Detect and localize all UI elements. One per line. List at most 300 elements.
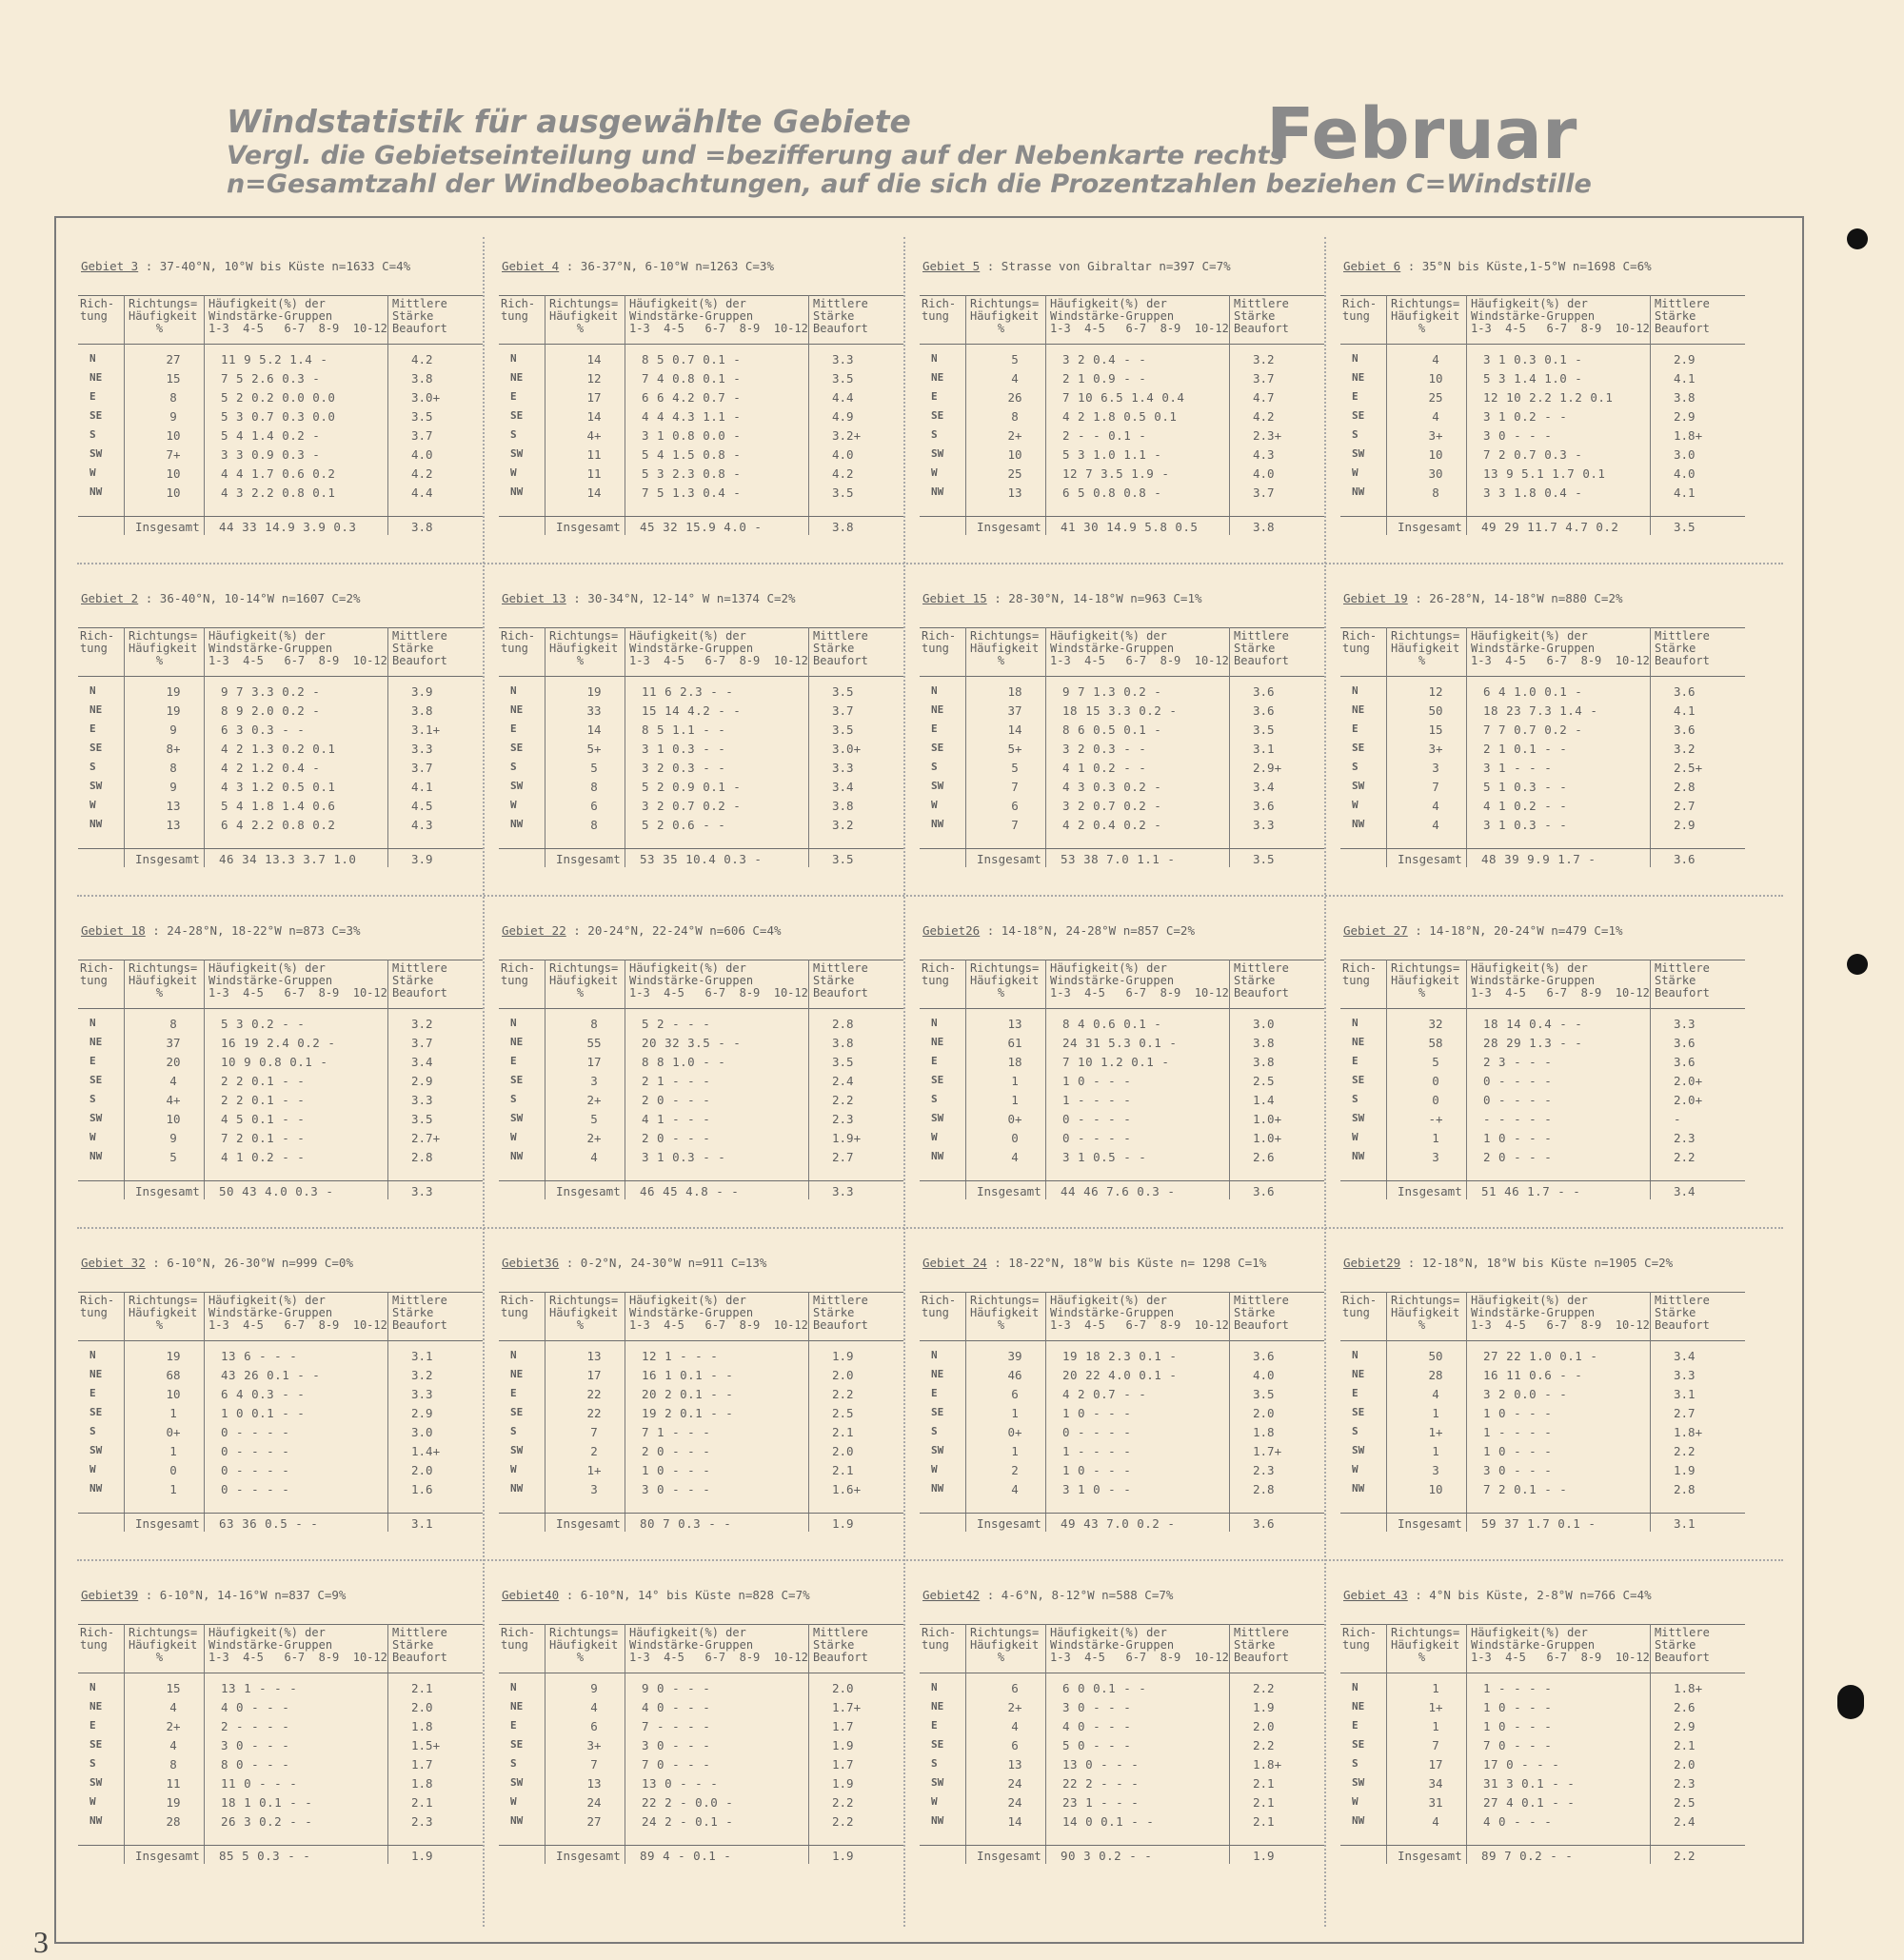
direction-label: S xyxy=(89,1093,96,1105)
force-group-frequencies: 2 0 - - - xyxy=(642,1131,711,1145)
direction-frequency: 1 xyxy=(169,1444,177,1458)
region-number: Gebiet 4 xyxy=(502,259,560,273)
page-subtitle: Vergl. die Gebietseinteilung und =bezifferung auf der Nebenkarte rechts xyxy=(227,141,1285,170)
mean-force: 1.5+ xyxy=(411,1738,441,1752)
force-group-frequencies: 2 - - 0.1 - xyxy=(1062,428,1147,443)
force-group-frequencies: 2 2 0.1 - - xyxy=(221,1093,306,1107)
mean-force: 2.2 xyxy=(832,1814,854,1829)
total-frequencies: 90 3 0.2 - - xyxy=(1061,1849,1153,1863)
table-row xyxy=(499,1017,903,1036)
table-row xyxy=(499,780,903,799)
direction-label: NE xyxy=(931,703,944,716)
mean-force: 4.3 xyxy=(1253,447,1275,462)
force-group-frequencies: 1 0 - - - xyxy=(1483,1700,1553,1714)
header-mean-force: Mittlere Stärke Beaufort xyxy=(1655,1294,1710,1332)
direction-frequency: 14 xyxy=(586,485,602,500)
direction-frequency: 7 xyxy=(1432,780,1439,794)
region-extent: : 6-10°N, 26-30°W n=999 C=0% xyxy=(145,1256,353,1270)
region-title xyxy=(502,591,906,605)
header-force-groups: Häufigkeit(%) der Windstärke-Gruppen 1-3 4-5 6-7 8-9 10-12 xyxy=(208,961,387,1000)
header-force-groups: Häufigkeit(%) der Windstärke-Gruppen 1-3 4-5 6-7 8-9 10-12 xyxy=(208,1626,387,1664)
mean-force: 3.3 xyxy=(832,352,854,366)
table-header xyxy=(1340,1292,1745,1341)
direction-frequency: 8 xyxy=(590,818,598,832)
region-title xyxy=(922,1256,1327,1270)
mean-force: 3.8 xyxy=(1674,390,1696,405)
force-group-frequencies: 0 - - - - xyxy=(1062,1425,1132,1439)
table-row xyxy=(78,1719,483,1738)
table-row xyxy=(920,1738,1324,1757)
force-group-frequencies: 4 2 1.2 0.4 - xyxy=(221,761,321,775)
direction-frequency: 6 xyxy=(590,799,598,813)
force-group-frequencies: 12 7 3.5 1.9 - xyxy=(1062,466,1170,481)
table-row xyxy=(1340,1814,1745,1833)
direction-label: NW xyxy=(1352,1482,1365,1495)
direction-label: SE xyxy=(931,1406,944,1418)
force-group-frequencies: 12 10 2.2 1.2 0.1 xyxy=(1483,390,1614,405)
mean-force: 4.9 xyxy=(832,409,854,424)
mean-force: 3.1 xyxy=(411,1349,433,1363)
direction-label: NW xyxy=(510,1814,524,1827)
mean-force: 2.0 xyxy=(832,1444,854,1458)
mean-force: 4.1 xyxy=(1674,703,1696,718)
header-direction-frequency: Richtungs= Häufigkeit % xyxy=(549,297,619,335)
total-row xyxy=(920,1513,1324,1533)
mean-force: 1.9 xyxy=(832,1738,854,1752)
table-row xyxy=(78,799,483,818)
table-row xyxy=(499,1055,903,1074)
table-row xyxy=(920,428,1324,447)
direction-label: NW xyxy=(510,485,524,498)
table-body xyxy=(920,1349,1324,1501)
force-group-frequencies: 0 - - - - xyxy=(221,1463,290,1477)
mean-force: 1.9+ xyxy=(832,1131,862,1145)
direction-frequency: 1 xyxy=(1011,1074,1019,1088)
table-body xyxy=(920,1017,1324,1169)
direction-frequency: 10 xyxy=(1428,371,1443,386)
table-row xyxy=(1340,1738,1745,1757)
mean-force: 2.2 xyxy=(1674,1444,1696,1458)
force-group-frequencies: 1 0 0.1 - - xyxy=(221,1406,306,1420)
header-force-groups: Häufigkeit(%) der Windstärke-Gruppen 1-3 4-5 6-7 8-9 10-12 xyxy=(208,1294,387,1332)
force-group-frequencies: 7 0 - - - xyxy=(642,1757,711,1772)
direction-label: NE xyxy=(510,703,524,716)
force-group-frequencies: 7 5 1.3 0.4 - xyxy=(642,485,742,500)
mean-force: 1.9 xyxy=(832,1776,854,1791)
direction-frequency: 24 xyxy=(586,1795,602,1810)
direction-label: SW xyxy=(931,780,944,792)
table-row xyxy=(920,1131,1324,1150)
mean-force: 3.2 xyxy=(1674,742,1696,756)
force-group-frequencies: 4 0 - - - xyxy=(1062,1719,1132,1733)
direction-frequency: 2+ xyxy=(1007,428,1022,443)
region-title xyxy=(922,1588,1327,1602)
direction-label: S xyxy=(89,428,96,441)
direction-label: N xyxy=(510,1349,517,1361)
table-row xyxy=(78,723,483,742)
total-mean-force: 1.9 xyxy=(832,1849,854,1863)
region-extent: : 26-28°N, 14-18°W n=880 C=2% xyxy=(1407,591,1623,605)
region-table xyxy=(920,259,1329,573)
force-group-frequencies: 3 0 - - - xyxy=(1483,428,1553,443)
direction-frequency: 5+ xyxy=(1007,742,1022,756)
mean-force: 2.8 xyxy=(1674,1482,1696,1496)
direction-frequency: 3 xyxy=(1432,1150,1439,1164)
mean-force: 3.3 xyxy=(1674,1368,1696,1382)
force-group-frequencies: 7 2 0.1 - - xyxy=(1483,1482,1568,1496)
force-group-frequencies: 5 2 0.9 0.1 - xyxy=(642,780,742,794)
table-body xyxy=(78,1681,483,1833)
force-group-frequencies: 7 4 0.8 0.1 - xyxy=(642,371,742,386)
header-direction-frequency: Richtungs= Häufigkeit % xyxy=(129,961,198,1000)
total-label: Insgesamt xyxy=(556,520,621,534)
total-mean-force: 3.9 xyxy=(411,852,433,866)
direction-label: SW xyxy=(510,447,524,460)
direction-frequency: 13 xyxy=(586,1776,602,1791)
direction-label: SE xyxy=(89,742,103,754)
table-row xyxy=(1340,703,1745,723)
mean-force: 2.7 xyxy=(832,1150,854,1164)
direction-label: N xyxy=(89,1017,96,1029)
header-mean-force: Mittlere Stärke Beaufort xyxy=(813,297,868,335)
force-group-frequencies: 4 1 0.2 - - xyxy=(1062,761,1147,775)
direction-label: S xyxy=(1352,761,1359,773)
header-mean-force: Mittlere Stärke Beaufort xyxy=(1655,629,1710,667)
total-row xyxy=(499,848,903,868)
table-row xyxy=(78,466,483,485)
mean-force: 2.3 xyxy=(1674,1131,1696,1145)
header-mean-force: Mittlere Stärke Beaufort xyxy=(813,629,868,667)
table-row xyxy=(499,1387,903,1406)
header-mean-force: Mittlere Stärke Beaufort xyxy=(813,1294,868,1332)
force-group-frequencies: 7 5 2.6 0.3 - xyxy=(221,371,321,386)
direction-label: N xyxy=(510,684,517,697)
force-group-frequencies: 4 1 0.2 - - xyxy=(1483,799,1568,813)
mean-force: 2.6 xyxy=(1253,1150,1275,1164)
table-row xyxy=(1340,1387,1745,1406)
region-extent: : 37-40°N, 10°W bis Küste n=1633 C=4% xyxy=(138,259,411,273)
region-number: Gebiet 22 xyxy=(502,923,566,938)
table-row xyxy=(920,1368,1324,1387)
table-row xyxy=(920,1700,1324,1719)
header-direction: Rich- tung xyxy=(1342,1626,1378,1652)
table-row xyxy=(78,1387,483,1406)
total-row xyxy=(78,848,483,868)
punch-hole xyxy=(1847,228,1868,249)
table-row xyxy=(1340,371,1745,390)
table-row xyxy=(1340,761,1745,780)
direction-frequency: 37 xyxy=(1007,703,1022,718)
header-force-groups: Häufigkeit(%) der Windstärke-Gruppen 1-3 4-5 6-7 8-9 10-12 xyxy=(1471,1294,1650,1332)
direction-label: W xyxy=(1352,1131,1359,1143)
direction-frequency: 13 xyxy=(1007,1757,1022,1772)
table-row xyxy=(78,1681,483,1700)
direction-frequency: 15 xyxy=(166,1681,181,1695)
direction-frequency: 5 xyxy=(1011,761,1019,775)
direction-label: SW xyxy=(510,1112,524,1124)
mean-force: 3.8 xyxy=(1253,1055,1275,1069)
table-row xyxy=(1340,1017,1745,1036)
direction-frequency: 8 xyxy=(590,780,598,794)
total-row xyxy=(499,516,903,536)
header-direction: Rich- tung xyxy=(501,961,536,987)
mean-force: 2.2 xyxy=(1253,1738,1275,1752)
total-label: Insgesamt xyxy=(556,1849,621,1863)
mean-force: 2.7+ xyxy=(411,1131,441,1145)
direction-frequency: 4 xyxy=(1432,1814,1439,1829)
header-direction-frequency: Richtungs= Häufigkeit % xyxy=(129,297,198,335)
mean-force: 3.5 xyxy=(832,1055,854,1069)
header-force-groups: Häufigkeit(%) der Windstärke-Gruppen 1-3 4-5 6-7 8-9 10-12 xyxy=(1471,961,1650,1000)
direction-label: SW xyxy=(1352,1776,1365,1789)
force-group-frequencies: 4 4 4.3 1.1 - xyxy=(642,409,742,424)
direction-frequency: 2 xyxy=(1011,1463,1019,1477)
direction-label: S xyxy=(89,761,96,773)
direction-label: N xyxy=(510,1681,517,1693)
region-title xyxy=(81,1256,486,1270)
force-group-frequencies: 4 2 1.8 0.5 0.1 xyxy=(1062,409,1178,424)
direction-label: W xyxy=(89,1463,96,1475)
force-group-frequencies: 3 2 0.7 0.2 - xyxy=(642,799,742,813)
mean-force: 3.0 xyxy=(1253,1017,1275,1031)
region-table xyxy=(1340,591,1750,905)
direction-label: NW xyxy=(931,485,944,498)
table-row xyxy=(1340,1406,1745,1425)
direction-label: SW xyxy=(931,1112,944,1124)
direction-label: S xyxy=(89,1757,96,1770)
direction-label: SW xyxy=(89,1112,103,1124)
region-table xyxy=(499,591,908,905)
direction-label: NW xyxy=(89,1150,103,1162)
total-mean-force: 3.3 xyxy=(832,1184,854,1198)
table-body xyxy=(78,1349,483,1501)
direction-frequency: 13 xyxy=(586,1349,602,1363)
force-group-frequencies: 9 0 - - - xyxy=(642,1681,711,1695)
direction-label: N xyxy=(510,1017,517,1029)
direction-frequency: 4 xyxy=(1432,409,1439,424)
mean-force: 3.0+ xyxy=(832,742,862,756)
header-force-groups: Häufigkeit(%) der Windstärke-Gruppen 1-3 4-5 6-7 8-9 10-12 xyxy=(629,629,808,667)
force-group-frequencies: 5 4 1.5 0.8 - xyxy=(642,447,742,462)
header-force-groups: Häufigkeit(%) der Windstärke-Gruppen 1-3 4-5 6-7 8-9 10-12 xyxy=(1050,629,1229,667)
force-group-frequencies: 18 1 0.1 - - xyxy=(221,1795,313,1810)
force-group-frequencies: 4 3 2.2 0.8 0.1 xyxy=(221,485,336,500)
table-row xyxy=(499,742,903,761)
table-header xyxy=(920,1292,1324,1341)
total-frequencies: 48 39 9.9 1.7 - xyxy=(1481,852,1597,866)
force-group-frequencies: 1 - - - - xyxy=(1483,1681,1553,1695)
region-table xyxy=(1340,1588,1750,1902)
table-body xyxy=(920,1681,1324,1833)
header-mean-force: Mittlere Stärke Beaufort xyxy=(1234,297,1289,335)
total-label: Insgesamt xyxy=(135,852,200,866)
mean-force: 4.1 xyxy=(1674,371,1696,386)
direction-frequency: 2+ xyxy=(166,1719,181,1733)
direction-frequency: -+ xyxy=(1428,1112,1443,1126)
force-group-frequencies: 3 1 0.8 0.0 - xyxy=(642,428,742,443)
region-table xyxy=(1340,923,1750,1237)
region-number: Gebiet 13 xyxy=(502,591,566,605)
force-group-frequencies: 7 10 1.2 0.1 - xyxy=(1062,1055,1170,1069)
direction-frequency: 61 xyxy=(1007,1036,1022,1050)
force-group-frequencies: 5 4 1.4 0.2 - xyxy=(221,428,321,443)
direction-label: E xyxy=(89,390,96,403)
header-direction: Rich- tung xyxy=(501,297,536,323)
table-row xyxy=(499,1700,903,1719)
header-mean-force: Mittlere Stärke Beaufort xyxy=(1655,961,1710,1000)
total-row xyxy=(78,1180,483,1200)
force-group-frequencies: 3 1 0.3 - - xyxy=(1483,818,1568,832)
region-number: Gebiet36 xyxy=(502,1256,560,1270)
header-direction: Rich- tung xyxy=(80,297,115,323)
mean-force: 1.9 xyxy=(832,1349,854,1363)
header-direction-frequency: Richtungs= Häufigkeit % xyxy=(129,629,198,667)
force-group-frequencies: 3 1 - - - xyxy=(1483,761,1553,775)
direction-frequency: 3 xyxy=(1432,761,1439,775)
mean-force: 4.1 xyxy=(1674,485,1696,500)
table-body xyxy=(78,1017,483,1169)
table-row xyxy=(78,1055,483,1074)
table-row xyxy=(920,1093,1324,1112)
force-group-frequencies: 1 - - - - xyxy=(1062,1444,1132,1458)
mean-force: 3.9 xyxy=(411,684,433,699)
force-group-frequencies: 5 3 0.2 - - xyxy=(221,1017,306,1031)
table-header xyxy=(78,960,483,1009)
table-row xyxy=(920,761,1324,780)
mean-force: 2.5 xyxy=(832,1406,854,1420)
direction-label: SE xyxy=(510,1406,524,1418)
table-row xyxy=(499,1368,903,1387)
direction-frequency: 25 xyxy=(1007,466,1022,481)
direction-label: E xyxy=(510,1387,517,1399)
table-row xyxy=(78,1112,483,1131)
header-force-groups: Häufigkeit(%) der Windstärke-Gruppen 1-3 4-5 6-7 8-9 10-12 xyxy=(1471,1626,1650,1664)
region-extent: : 6-10°N, 14-16°W n=837 C=9% xyxy=(138,1588,347,1602)
total-mean-force: 3.6 xyxy=(1674,852,1696,866)
mean-force: 3.3 xyxy=(832,761,854,775)
direction-frequency: 18 xyxy=(1007,684,1022,699)
direction-frequency: 22 xyxy=(586,1406,602,1420)
direction-label: S xyxy=(1352,1757,1359,1770)
mean-force: 3.1 xyxy=(1674,1387,1696,1401)
direction-frequency: 4 xyxy=(1432,799,1439,813)
direction-label: NW xyxy=(931,818,944,830)
header-direction: Rich- tung xyxy=(922,961,957,987)
mean-force: 3.5 xyxy=(832,684,854,699)
direction-frequency: 1 xyxy=(1011,1444,1019,1458)
mean-force: 4.2 xyxy=(1253,409,1275,424)
mean-force: 4.2 xyxy=(411,352,433,366)
region-table xyxy=(920,1588,1329,1902)
force-group-frequencies: 6 4 2.2 0.8 0.2 xyxy=(221,818,336,832)
direction-label: SW xyxy=(931,447,944,460)
direction-label: N xyxy=(510,352,517,365)
direction-label: W xyxy=(89,1795,96,1808)
region-number: Gebiet42 xyxy=(922,1588,981,1602)
mean-force: 3.4 xyxy=(411,1055,433,1069)
force-group-frequencies: 2 0 - - - xyxy=(1483,1150,1553,1164)
force-group-frequencies: 7 2 0.7 0.3 - xyxy=(1483,447,1583,462)
force-group-frequencies: 4 2 1.3 0.2 0.1 xyxy=(221,742,336,756)
direction-label: N xyxy=(89,1349,96,1361)
mean-force: 3.7 xyxy=(1253,371,1275,386)
direction-label: W xyxy=(931,1131,938,1143)
force-group-frequencies: 4 0 - - - xyxy=(642,1700,711,1714)
table-row xyxy=(920,1463,1324,1482)
table-row xyxy=(78,1368,483,1387)
direction-frequency: 26 xyxy=(1007,390,1022,405)
table-body xyxy=(499,1017,903,1169)
direction-frequency: 5 xyxy=(590,761,598,775)
table-body xyxy=(1340,1681,1745,1833)
direction-label: NW xyxy=(89,485,103,498)
table-row xyxy=(499,1425,903,1444)
direction-frequency: 1 xyxy=(169,1482,177,1496)
header-direction: Rich- tung xyxy=(922,297,957,323)
direction-label: NW xyxy=(89,1814,103,1827)
mean-force: 2.1 xyxy=(411,1795,433,1810)
force-group-frequencies: 11 9 5.2 1.4 - xyxy=(221,352,328,366)
direction-frequency: 34 xyxy=(1428,1776,1443,1791)
direction-frequency: 2+ xyxy=(586,1131,602,1145)
direction-label: S xyxy=(510,1757,517,1770)
direction-frequency: 2+ xyxy=(586,1093,602,1107)
direction-frequency: 13 xyxy=(166,799,181,813)
direction-label: S xyxy=(931,1425,938,1437)
header-force-groups: Häufigkeit(%) der Windstärke-Gruppen 1-3 4-5 6-7 8-9 10-12 xyxy=(629,297,808,335)
table-row xyxy=(1340,1444,1745,1463)
table-body xyxy=(920,352,1324,505)
table-header xyxy=(920,627,1324,677)
direction-label: E xyxy=(1352,1719,1359,1732)
region-number: Gebiet 5 xyxy=(922,259,981,273)
direction-frequency: 68 xyxy=(166,1368,181,1382)
direction-frequency: 14 xyxy=(586,723,602,737)
mean-force: 2.0+ xyxy=(1674,1093,1703,1107)
direction-frequency: 1 xyxy=(1432,1444,1439,1458)
force-group-frequencies: 5 2 - - - xyxy=(642,1017,711,1031)
mean-force: 4.7 xyxy=(1253,390,1275,405)
region-title xyxy=(502,923,906,938)
header-mean-force: Mittlere Stärke Beaufort xyxy=(813,1626,868,1664)
direction-frequency: 7+ xyxy=(166,447,181,462)
direction-frequency: 19 xyxy=(166,1349,181,1363)
mean-force: 2.0+ xyxy=(1674,1074,1703,1088)
total-label: Insgesamt xyxy=(556,1184,621,1198)
mean-force: 3.3 xyxy=(411,742,433,756)
mean-force: 3.6 xyxy=(1674,723,1696,737)
direction-frequency: 15 xyxy=(166,371,181,386)
header-force-groups: Häufigkeit(%) der Windstärke-Gruppen 1-3 4-5 6-7 8-9 10-12 xyxy=(629,1294,808,1332)
table-body xyxy=(78,352,483,505)
header-direction-frequency: Richtungs= Häufigkeit % xyxy=(970,629,1040,667)
direction-frequency: 8 xyxy=(1011,409,1019,424)
direction-label: NW xyxy=(931,1150,944,1162)
table-row xyxy=(499,1482,903,1501)
direction-frequency: 0 xyxy=(1011,1131,1019,1145)
total-label: Insgesamt xyxy=(135,1849,200,1863)
mean-force: 2.0 xyxy=(832,1681,854,1695)
table-row xyxy=(1340,799,1745,818)
direction-label: E xyxy=(931,723,938,735)
total-label: Insgesamt xyxy=(1398,1849,1462,1863)
total-row xyxy=(1340,848,1745,868)
force-group-frequencies: 28 29 1.3 - - xyxy=(1483,1036,1583,1050)
region-number: Gebiet 2 xyxy=(81,591,139,605)
direction-label: SW xyxy=(1352,1112,1365,1124)
direction-label: W xyxy=(931,466,938,479)
direction-label: SW xyxy=(510,1776,524,1789)
